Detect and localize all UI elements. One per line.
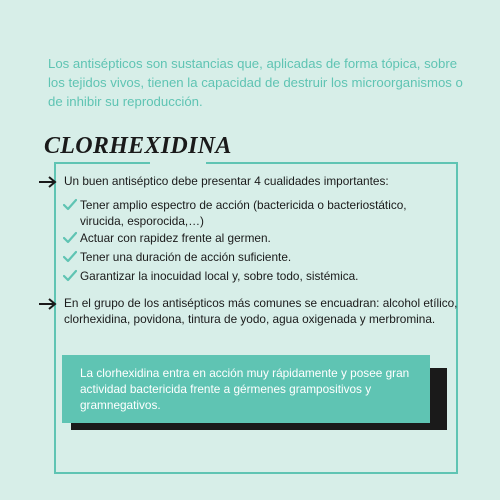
quality-text: Tener amplio espectro de acción (bactericida o bacteriostático, virucida, esporocida,…) — [80, 198, 407, 228]
bullet-text: Un buen antiséptico debe presentar 4 cualidades importantes: — [64, 174, 389, 188]
page-title: CLORHEXIDINA — [44, 133, 232, 159]
intro-paragraph: Los antisépticos son sustancias que, aplicadas de forma tópica, sobre los tejidos vivos, tienen la capacidad de destruir los microorganismos o de inhibir su reproducción. — [48, 56, 463, 109]
quality-item — [63, 197, 453, 229]
quality-text: Garantizar la inocuidad local y, sobre todo, sistémica. — [80, 269, 359, 283]
arrow-right-icon — [38, 298, 58, 310]
bullet-item — [38, 295, 468, 329]
arrow-right-icon — [38, 176, 58, 188]
quality-text: Actuar con rapidez frente al germen. — [80, 231, 271, 245]
checkmark-icon — [63, 250, 77, 264]
checkmark-icon — [63, 198, 77, 212]
bullet-text: En el grupo de los antisépticos más comunes se encuadran: alcohol etílico, clorhexidina, povidona, tintura de yodo, agua oxigenada y merbromina. — [64, 296, 458, 326]
checkmark-icon — [63, 231, 77, 245]
quality-text: Tener una duración de acción suficiente. — [80, 250, 292, 264]
checkmark-icon — [63, 269, 77, 283]
callout-box: La clorhexidina entra en acción muy rápidamente y posee gran actividad bactericida frente a gérmenes grampositivos y gramnegativos. — [62, 355, 430, 423]
